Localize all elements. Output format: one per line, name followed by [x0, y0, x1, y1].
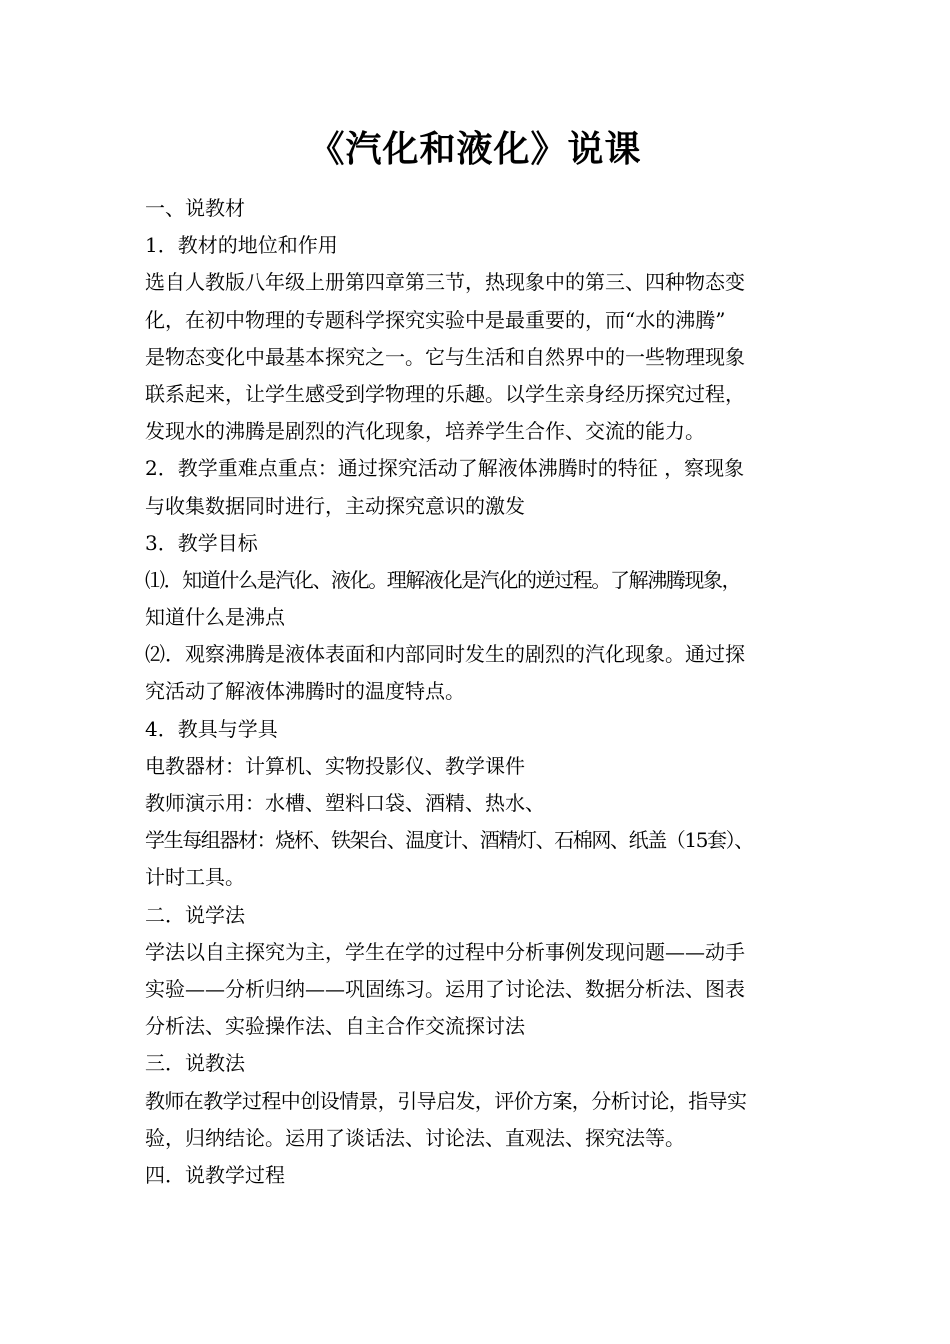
subheading-key-points: 2．教学重难点重点：通过探究活动了解液体沸腾时的特征 ，察现象 — [145, 456, 745, 481]
paragraph-line: 计时工具。 — [145, 865, 245, 890]
paragraph-line: 联系起来，让学生感受到学物理的乐趣。以学生亲身经历探究过程， — [145, 381, 745, 406]
section-heading-learning-methods: 二．说学法 — [145, 902, 245, 927]
subheading-teaching-aids: 4．教具与学具 — [145, 716, 278, 741]
subheading-status-role: 1．教材的地位和作用 — [145, 233, 338, 258]
paragraph-line: 知道什么是沸点 — [145, 605, 285, 630]
section-heading-teaching-process: 四．说教学过程 — [145, 1162, 285, 1187]
paragraph-line: 分析法、实验操作法、自主合作交流探讨法 — [145, 1014, 525, 1039]
paragraph-line: 化，在初中物理的专题科学探究实验中是最重要的，而“水的沸腾” — [145, 307, 726, 332]
paragraph-line: 实验——分析归纳——巩固练习。运用了讨论法、数据分析法、图表 — [145, 976, 745, 1001]
subheading-teaching-goals: 3．教学目标 — [145, 530, 258, 555]
paragraph-line: 电教器材：计算机、实物投影仪、教学课件 — [145, 753, 525, 778]
goal-item-2: ⑵．观察沸腾是液体表面和内部同时发生的剧烈的汽化现象。通过探 — [145, 642, 745, 667]
document-title: 《汽化和液化》说课 — [308, 129, 642, 170]
section-heading-teaching-methods: 三．说教法 — [145, 1051, 245, 1076]
document-body — [145, 190, 825, 1194]
paragraph-line: 是物态变化中最基本探究之一。它与生活和自然界中的一些物理现象 — [145, 344, 745, 369]
paragraph-line: 教师在教学过程中创设情景，引导启发，评价方案，分析讨论，指导实 — [145, 1088, 747, 1113]
goal-item-1: ⑴．知道什么是汽化、液化。理解液化是汽化的逆过程。了解沸腾现象， — [145, 567, 741, 592]
paragraph-line: 究活动了解液体沸腾时的温度特点。 — [145, 679, 465, 704]
paragraph-line: 学生每组器材：烧杯、铁架台、温度计、酒精灯、石棉网、纸盖（15套）、 — [145, 828, 753, 853]
paragraph-line: 教师演示用：水槽、塑料口袋、酒精、热水、 — [145, 791, 545, 815]
paragraph-line: 选自人教版八年级上册第四章第三节，热现象中的第三、四种物态变 — [145, 270, 745, 295]
section-heading-textbook: 一、说教材 — [145, 196, 245, 220]
paragraph-line: 与收集数据同时进行，主动探究意识的激发 — [145, 493, 525, 518]
paragraph-line: 发现水的沸腾是剧烈的汽化现象，培养学生合作、交流的能力。 — [145, 419, 705, 444]
paragraph-line: 验，归纳结论。运用了谈话法、讨论法、直观法、探究法等。 — [145, 1125, 685, 1150]
paragraph-line: 学法以自主探究为主，学生在学的过程中分析事例发现问题——动手 — [145, 939, 745, 964]
